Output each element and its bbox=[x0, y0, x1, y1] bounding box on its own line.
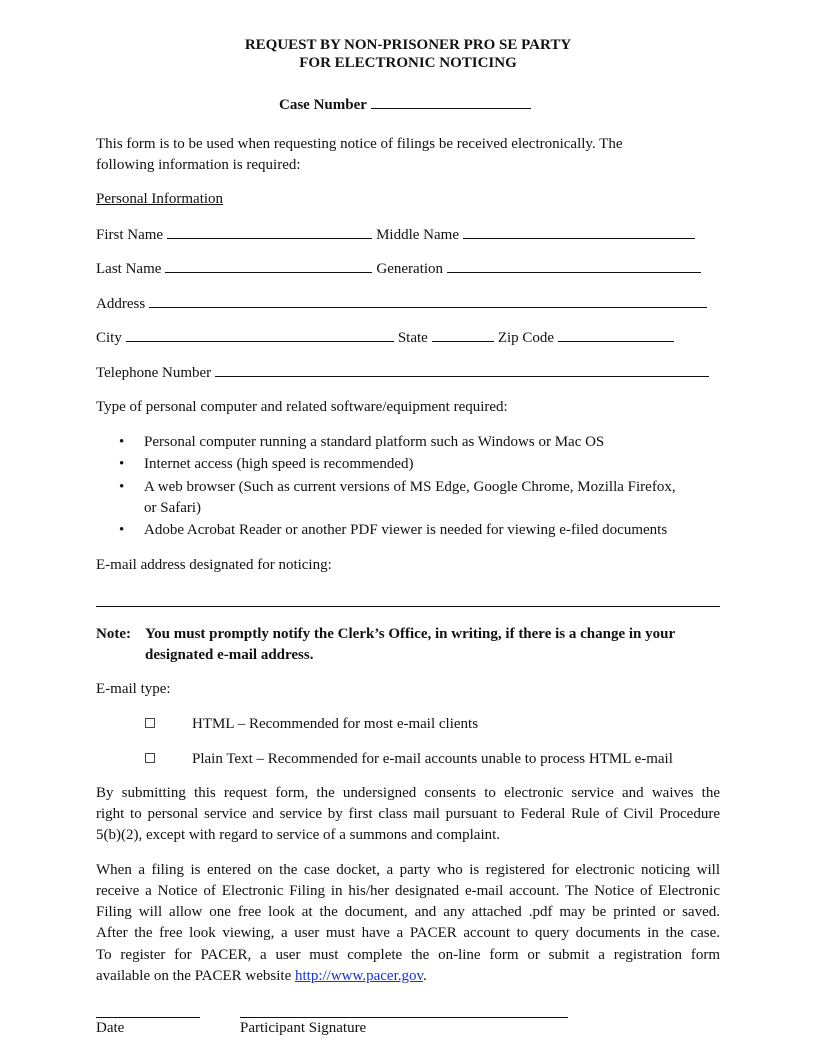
intro-line-2: following information is required: bbox=[96, 157, 301, 173]
telephone-field[interactable] bbox=[215, 362, 709, 377]
generation-field[interactable] bbox=[447, 258, 701, 273]
equipment-heading: Type of personal computer and related software/equipment required: bbox=[96, 399, 508, 415]
signature-label: Participant Signature bbox=[240, 1020, 367, 1036]
first-name-label: First Name bbox=[96, 227, 164, 243]
middle-name-label: Middle Name bbox=[376, 227, 459, 243]
bullet-icon: • bbox=[119, 434, 125, 450]
note-label: Note: bbox=[96, 626, 131, 642]
city-row bbox=[96, 327, 678, 347]
title-line-2: FOR ELECTRONIC NOTICING bbox=[299, 55, 517, 71]
address-label: Address bbox=[96, 296, 146, 312]
note-line-2: designated e-mail address. bbox=[145, 647, 314, 663]
email-designated-label: E-mail address designated for noticing: bbox=[96, 557, 332, 573]
note-line-1: You must promptly notify the Clerk’s Office, in writing, if there is a change in your bbox=[145, 626, 676, 642]
checkbox-html[interactable] bbox=[145, 718, 155, 728]
bullet-continuation: or Safari) bbox=[144, 500, 202, 516]
bullet-icon: • bbox=[119, 456, 125, 472]
filing-line: Filing will allow one free look at the document, and any attached .pdf may be printed or saved. bbox=[96, 904, 720, 920]
consent-line: right to personal service and service by first class mail pursuant to Federal Rule of Civil Procedure bbox=[96, 806, 720, 822]
state-label: State bbox=[397, 330, 428, 346]
state-field[interactable] bbox=[432, 327, 494, 342]
bullet-icon: • bbox=[119, 479, 125, 495]
filing-line: To register for PACER, a user must complete the on-line form or submit a registration form bbox=[96, 947, 720, 963]
email-type-label: E-mail type: bbox=[96, 681, 171, 697]
address-field[interactable] bbox=[149, 293, 707, 308]
personal-info-heading: Personal Information bbox=[96, 191, 224, 207]
filing-line: available on the PACER website http://www.pacer.gov. bbox=[96, 968, 427, 984]
case-number-field[interactable] bbox=[371, 94, 531, 109]
consent-line: By submitting this request form, the undersigned consents to electronic service and waives the bbox=[96, 785, 720, 801]
zip-field[interactable] bbox=[558, 327, 674, 342]
email-address-field[interactable] bbox=[96, 606, 720, 607]
pacer-link[interactable]: http://www.pacer.gov bbox=[295, 968, 424, 984]
telephone-label: Telephone Number bbox=[96, 365, 212, 381]
filing-line: receive a Notice of Electronic Filing in his/her designated e-mail account. The Notice of Electronic bbox=[96, 883, 720, 899]
generation-label: Generation bbox=[376, 261, 444, 277]
last-name-label: Last Name bbox=[96, 261, 162, 277]
first-name-field[interactable] bbox=[167, 224, 372, 239]
bullet-icon: • bbox=[119, 522, 125, 538]
last-name-row bbox=[96, 258, 705, 278]
case-number-label: Case Number bbox=[279, 97, 367, 113]
email-option-plain[interactable]: Plain Text – Recommended for e-mail accounts unable to process HTML e-mail bbox=[145, 749, 155, 769]
checkbox-plain-text[interactable] bbox=[145, 753, 155, 763]
intro-line-1: This form is to be used when requesting notice of filings be received electronically. The bbox=[96, 136, 623, 152]
name-row bbox=[96, 224, 699, 244]
title-line-1: REQUEST BY NON-PRISONER PRO SE PARTY bbox=[244, 37, 572, 53]
city-field[interactable] bbox=[126, 327, 394, 342]
address-row bbox=[96, 293, 711, 313]
last-name-field[interactable] bbox=[165, 258, 372, 273]
city-label: City bbox=[96, 330, 122, 346]
email-option-html[interactable]: HTML – Recommended for most e-mail clients bbox=[145, 714, 155, 734]
middle-name-field[interactable] bbox=[463, 224, 695, 239]
filing-line: When a filing is entered on the case docket, a party who is registered for electronic noticing will bbox=[96, 862, 720, 878]
filing-line: After the free look viewing, a user must have a PACER account to query documents in the case. bbox=[96, 925, 720, 941]
telephone-row bbox=[96, 362, 713, 382]
consent-line: 5(b)(2), except with regard to service of a summons and complaint. bbox=[96, 827, 501, 843]
zip-label: Zip Code bbox=[497, 330, 555, 346]
date-label: Date bbox=[96, 1020, 125, 1036]
case-number-row bbox=[279, 94, 535, 114]
